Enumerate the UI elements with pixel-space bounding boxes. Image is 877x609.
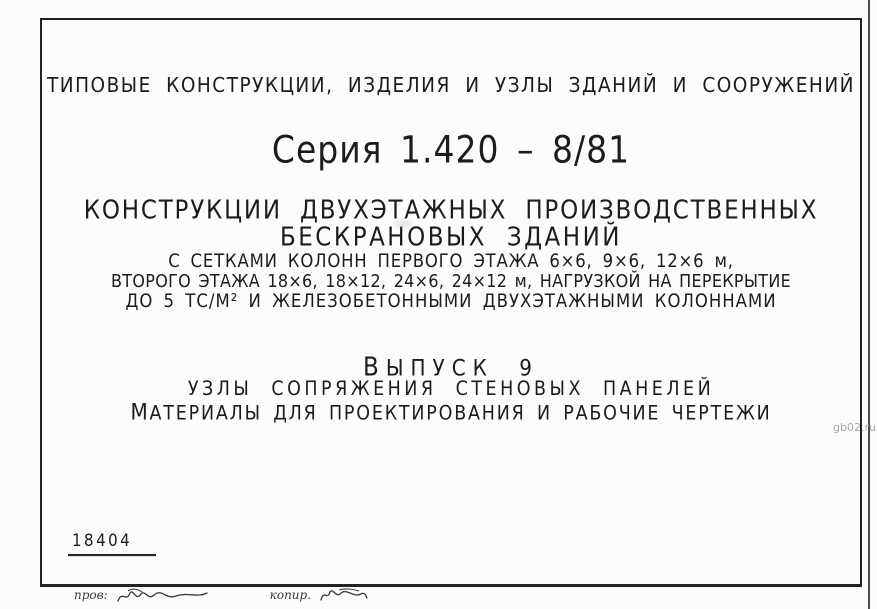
series-title: Серия 1.420 – 8/81 [271, 128, 631, 172]
footer-copied-label: копир. [269, 588, 312, 602]
drawing-frame [40, 18, 862, 587]
header-line: ТИПОВЫЕ КОНСТРУКЦИИ, ИЗДЕЛИЯ И УЗЛЫ ЗДАНИЙ И СООРУЖЕНИЙ [46, 74, 855, 98]
issue-subtitle-1: УЗЛЫ СОПРЯЖЕНИЯ СТЕНОВЫХ ПАНЕЛЕЙ [187, 378, 715, 401]
scan-smudge [394, 220, 412, 228]
watermark: gb02.ru [833, 421, 876, 434]
footer-checked-label: пров: [74, 588, 108, 602]
main-title-line2: БЕСКРАНОВЫХ ЗДАНИЙ [280, 223, 622, 253]
subtitle-line1: С СЕТКАМИ КОЛОНН ПЕРВОГО ЭТАЖА 6×6, 9×6, 12×6 м, [168, 250, 734, 272]
subtitle-line2: ВТОРОГО ЭТАЖА 18×6, 18×12, 24×6, 24×12 м, НАГРУЗКОЙ НА ПЕРЕКРЫТИЕ [111, 270, 791, 292]
main-title-line1: КОНСТРУКЦИИ ДВУХЭТАЖНЫХ ПРОИЗВОДСТВЕННЫХ [83, 196, 819, 226]
paper-edge-line [868, 0, 870, 609]
issue-subtitle-2: МАТЕРИАЛЫ ДЛЯ ПРОЕКТИРОВАНИЯ И РАБОЧИЕ ЧЕРТЕЖИ [130, 398, 772, 425]
issue-title: ВЫПУСК 9 [363, 353, 539, 383]
document-number: 18404 [68, 531, 156, 556]
subtitle-line3: ДО 5 ТС/М² И ЖЕЛЕЗОБЕТОННЫМИ ДВУХЭТАЖНЫМИ КОЛОННАМИ [125, 290, 777, 312]
footer-signatures [74, 586, 369, 608]
copier-signature-icon [317, 586, 369, 609]
checker-signature-icon [114, 586, 210, 609]
